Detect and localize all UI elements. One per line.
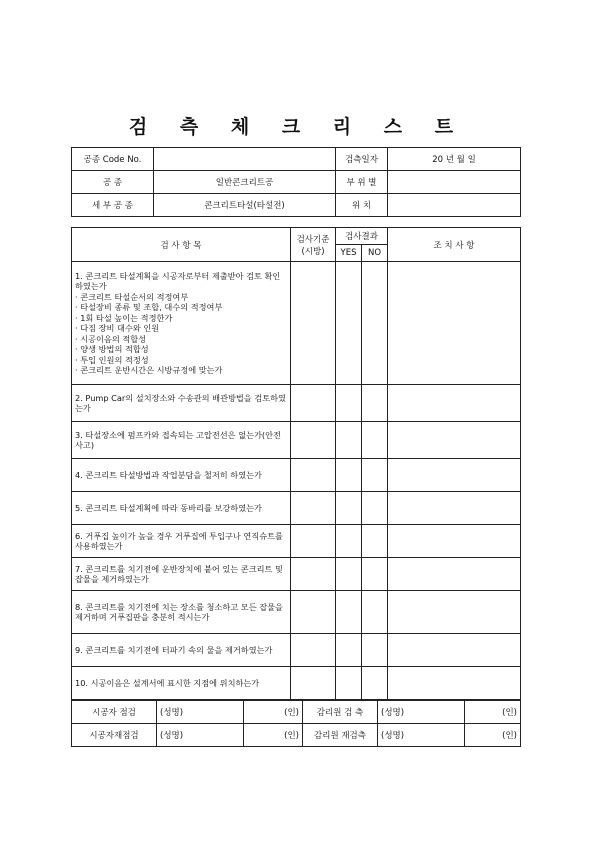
col-action-header: 조 치 사 항 bbox=[388, 228, 521, 262]
check-row bbox=[72, 459, 521, 492]
check-item bbox=[72, 385, 291, 422]
check-row bbox=[72, 262, 521, 385]
check-item-text: 3. 타설장소에 펌프카와 접속되는 고압전선은 없는가(안전사고) bbox=[75, 429, 281, 450]
contractor-check-seal: (인) bbox=[244, 701, 303, 724]
criteria-cell bbox=[291, 558, 336, 591]
check-item-text: 9. 콘크리트를 치기전에 터파기 속의 물을 제거하였는가 bbox=[75, 644, 273, 655]
detail-label: 세 부 공 종 bbox=[72, 194, 154, 217]
supervisor-check-label: 감리원 검 측 bbox=[303, 701, 378, 724]
criteria-cell bbox=[291, 591, 336, 634]
check-item-text: 4. 콘크리트 타설방법과 작업분담을 철저히 하였는가 bbox=[75, 469, 262, 480]
check-row bbox=[72, 525, 521, 558]
yes-cell bbox=[336, 525, 362, 558]
no-cell bbox=[362, 492, 388, 525]
check-item-text: 1. 콘크리트 타설계획을 시공자로부터 제출받아 검토 확인하였는가 bbox=[75, 270, 281, 291]
check-subitem-text: · 시공이음의 적합성 bbox=[75, 333, 147, 344]
check-row bbox=[72, 492, 521, 525]
action-cell bbox=[388, 591, 521, 634]
no-cell bbox=[362, 459, 388, 492]
contractor-recheck-seal: (인) bbox=[244, 724, 303, 747]
yes-cell bbox=[336, 558, 362, 591]
col-yes-header: YES bbox=[336, 245, 362, 262]
info-table bbox=[71, 147, 521, 217]
yes-cell bbox=[336, 492, 362, 525]
check-row bbox=[72, 422, 521, 459]
check-row bbox=[72, 634, 521, 667]
code-value bbox=[154, 148, 336, 171]
yes-cell bbox=[336, 667, 362, 700]
criteria-cell bbox=[291, 525, 336, 558]
work-label: 공 종 bbox=[72, 171, 154, 194]
yes-cell bbox=[336, 634, 362, 667]
no-cell bbox=[362, 634, 388, 667]
yes-cell bbox=[336, 459, 362, 492]
criteria-cell bbox=[291, 459, 336, 492]
supervisor-recheck-label: 감리원 재검측 bbox=[303, 724, 378, 747]
contractor-check-name: (성명) bbox=[157, 701, 244, 724]
check-row bbox=[72, 667, 521, 700]
check-subitem-text: · 콘크리트 타설순서의 적정여부 bbox=[75, 291, 189, 302]
check-item bbox=[72, 492, 291, 525]
col-result-header: 검사결과 bbox=[336, 228, 388, 245]
col-no-header: NO bbox=[362, 245, 388, 262]
no-cell bbox=[362, 525, 388, 558]
check-item-text: 5. 콘크리트 타설계획에 따라 동바리를 보강하였는가 bbox=[75, 502, 262, 513]
check-subitem-text: · 투입 인원의 적정성 bbox=[75, 354, 149, 365]
check-subitem-text: · 양생 방법의 적합성 bbox=[75, 344, 149, 354]
check-item bbox=[72, 634, 291, 667]
check-item bbox=[72, 262, 291, 385]
no-cell bbox=[362, 558, 388, 591]
supervisor-check-seal: (인) bbox=[465, 701, 521, 724]
check-item bbox=[72, 422, 291, 459]
check-table bbox=[71, 227, 521, 700]
location-value bbox=[388, 194, 521, 217]
criteria-cell bbox=[291, 385, 336, 422]
contractor-recheck-label: 시공자재점검 bbox=[72, 724, 157, 747]
check-row bbox=[72, 591, 521, 634]
date-label: 검측일자 bbox=[336, 148, 388, 171]
action-cell bbox=[388, 492, 521, 525]
criteria-cell bbox=[291, 262, 336, 385]
check-subitem-text: · 1회 타설 높이는 적정한가 bbox=[75, 312, 173, 323]
criteria-cell bbox=[291, 667, 336, 700]
check-item bbox=[72, 459, 291, 492]
code-label: 공종 Code No. bbox=[72, 148, 154, 171]
check-item-text: 10. 시공이음은 설계서에 표시한 지점에 위치하는가 bbox=[75, 677, 260, 688]
yes-cell bbox=[336, 262, 362, 385]
criteria-cell bbox=[291, 492, 336, 525]
check-subitem-text: · 타설장비 종류 및 조합, 대수의 적정여부 bbox=[75, 302, 223, 312]
check-subitem-text: · 콘크리트 운반시간은 시방규정에 맞는가 bbox=[75, 365, 223, 375]
action-cell bbox=[388, 385, 521, 422]
check-item-text: 2. Pump Car의 설치장소와 수송관의 배관방법을 검토하였는가 bbox=[75, 392, 286, 413]
check-row bbox=[72, 558, 521, 591]
no-cell bbox=[362, 262, 388, 385]
criteria-cell bbox=[291, 422, 336, 459]
check-subitem-text: · 다짐 장비 대수와 인원 bbox=[75, 323, 160, 333]
no-cell bbox=[362, 591, 388, 634]
work-value: 일반콘크리트공 bbox=[154, 171, 336, 194]
part-value bbox=[388, 171, 521, 194]
contractor-check-label: 시공자 점검 bbox=[72, 701, 157, 724]
page-title: 검 측 체 크 리 스 트 bbox=[128, 116, 467, 138]
check-row bbox=[72, 385, 521, 422]
supervisor-check-name: (성명) bbox=[378, 701, 465, 724]
action-cell bbox=[388, 262, 521, 385]
supervisor-recheck-seal: (인) bbox=[465, 724, 521, 747]
no-cell bbox=[362, 667, 388, 700]
check-item bbox=[72, 558, 291, 591]
check-item bbox=[72, 525, 291, 558]
date-value: 20 년 월 일 bbox=[388, 148, 521, 171]
action-cell bbox=[388, 634, 521, 667]
location-label: 위 치 bbox=[336, 194, 388, 217]
no-cell bbox=[362, 385, 388, 422]
action-cell bbox=[388, 558, 521, 591]
action-cell bbox=[388, 422, 521, 459]
check-item-text: 7. 콘크리트를 치기전에 운반장치에 붙어 있는 콘크리트 및 잡물을 제거하였는가 bbox=[75, 563, 283, 584]
action-cell bbox=[388, 667, 521, 700]
yes-cell bbox=[336, 422, 362, 459]
yes-cell bbox=[336, 591, 362, 634]
supervisor-recheck-name: (성명) bbox=[378, 724, 465, 747]
detail-value: 콘크리트타설(타설전) bbox=[154, 194, 336, 217]
check-item-text: 6. 거푸집 높이가 높을 경우 거푸집에 투입구나 연직슈트를 사용하였는가 bbox=[75, 530, 283, 551]
check-item-text: 8. 콘크리트를 치기전에 치는 장소를 청소하고 모든 잡물을 제거하며 거푸집판을 충분히 적시는가 bbox=[75, 601, 283, 622]
part-label: 부 위 별 bbox=[336, 171, 388, 194]
yes-cell bbox=[336, 385, 362, 422]
sign-table bbox=[71, 700, 521, 747]
col-criteria-header: 검사기준(시방) bbox=[291, 228, 336, 262]
action-cell bbox=[388, 459, 521, 492]
check-item bbox=[72, 667, 291, 700]
check-body bbox=[72, 262, 521, 700]
criteria-cell bbox=[291, 634, 336, 667]
col-item-header: 검 사 항 목 bbox=[72, 228, 291, 262]
no-cell bbox=[362, 422, 388, 459]
contractor-recheck-name: (성명) bbox=[157, 724, 244, 747]
check-item bbox=[72, 591, 291, 634]
action-cell bbox=[388, 525, 521, 558]
